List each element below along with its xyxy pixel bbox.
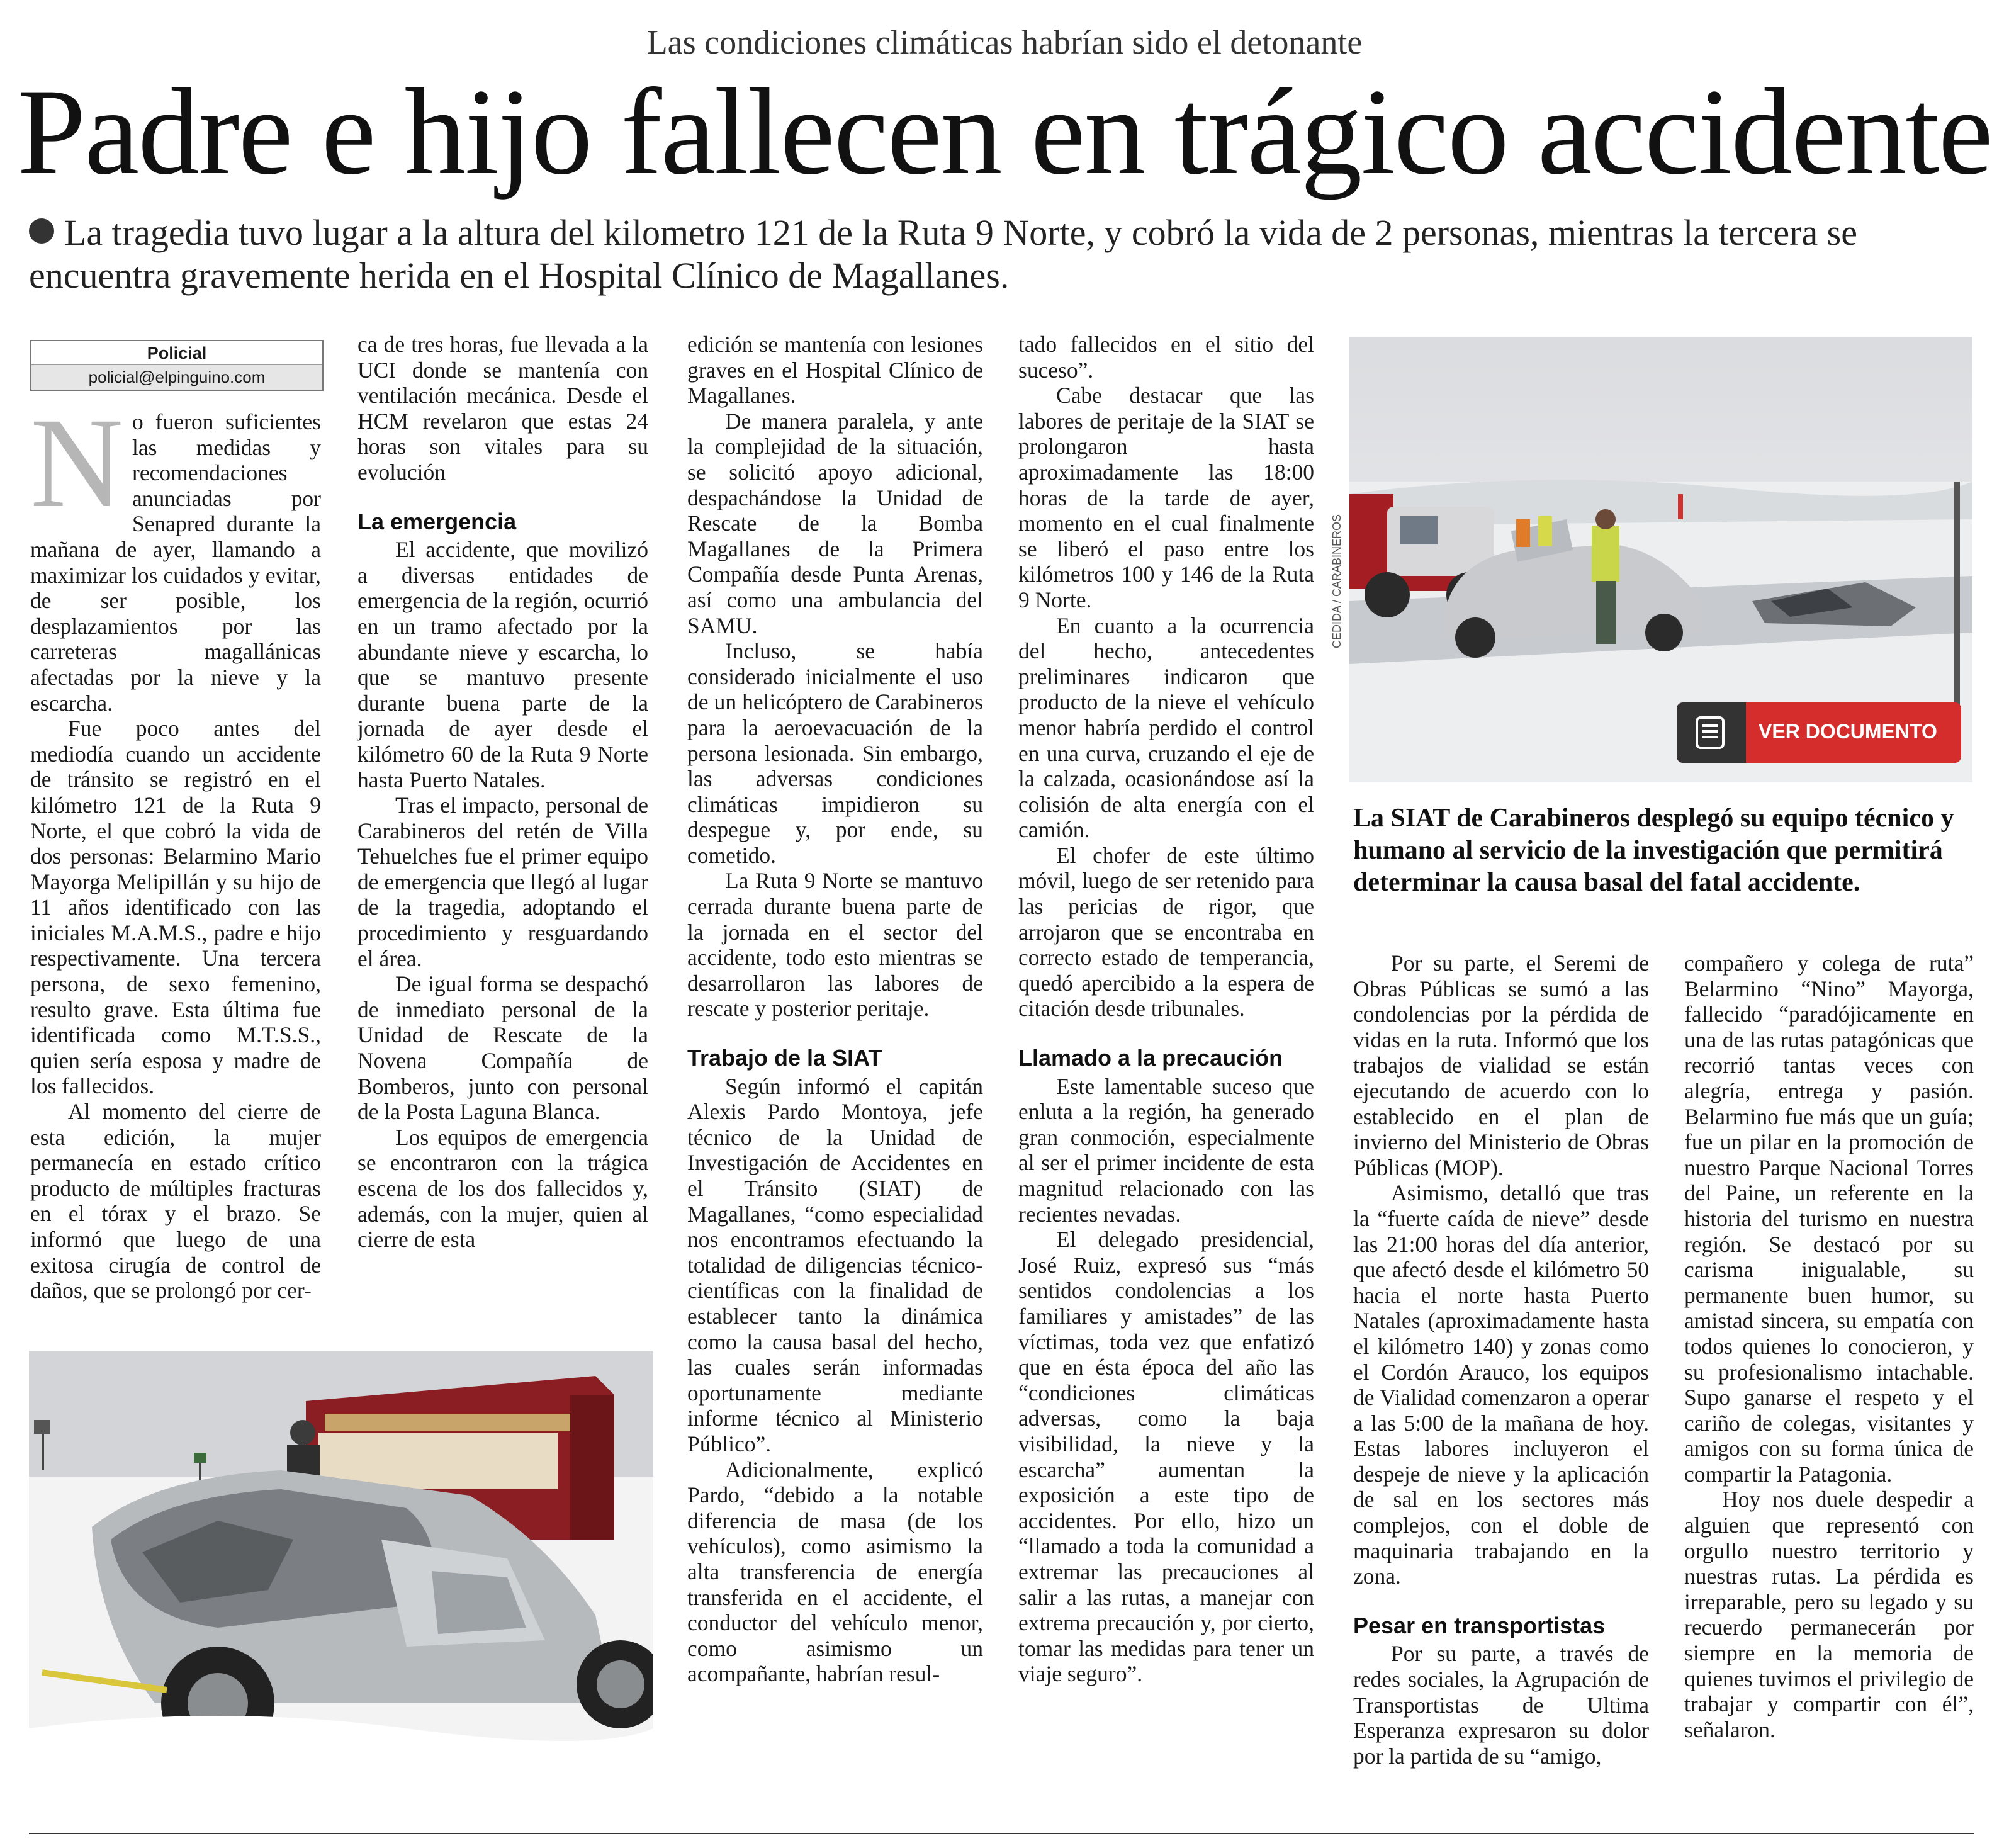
view-document-label: VER DOCUMENTO: [1759, 720, 1937, 743]
wrecked-car-illustration: [29, 1351, 653, 1804]
paragraph: ca de tres horas, fue llevada a la UCI donde se mantenía con ventilación mecánica. Desde el HCM revelaron que estas 24 horas son vitales para su evolución: [357, 332, 648, 485]
paragraph: Al momento del cierre de esta edición, la mujer permanecía en estado crítico producto de múltiples fracturas en el tórax y el brazo. Se informó que luego de una exitosa cirugía de control de daños, que se prolongó por cer-: [30, 1099, 321, 1304]
column-2: [357, 332, 648, 1253]
bottom-rule: [29, 1833, 1974, 1834]
paragraph: Fue poco antes del mediodía cuando un accidente de tránsito se registró en el kilómetro 121 de la Ruta 9 Norte, el que cobró la vida de dos personas: Belarmino Mario Mayorga Melipillán y su hijo de 11 años identificado con las iniciales M.A.M.S., padre e hijo respectivamente. Una tercera persona, de sexo femenino, resulto grave. Esta última fue identificada como M.T.S.S., quien sería esposa y madre de los fallecidos.: [30, 716, 321, 1099]
paragraph: Asimismo, detalló que tras la “fuerte caída de nieve” desde las 21:00 horas del día anterior, que afectó desde el kilómetro 50 hacia el norte hasta Puerto Natales (aproximadamente hasta el kilómetro 140) y zonas como el Cordón Arauco, los equipos de Vialidad comenzaron a operar a las 5:00 de la mañana de hoy. Estas labores incluyeron el despeje de nieve y la aplicación de sal en los sectores más complejos, con el doble de maquinaria trabajando en la zona.: [1353, 1180, 1649, 1589]
paragraph: La Ruta 9 Norte se mantuvo cerrada durante buena parte de la jornada en el sector del accidente, todo esto mientras se desarrollaron las labores de rescate y posterior peritaje.: [687, 868, 983, 1022]
paragraph: El accidente, que movilizó a diversas entidades de emergencia de la región, ocurrió en un tramo afectado por la abundante nieve y escarcha, lo que se mantuvo presente durante buena parte de la jornada de ayer desde el kilómetro 60 de la Ruta 9 Norte hasta Puerto Natales.: [357, 537, 648, 792]
column-6: [1684, 950, 1974, 1742]
view-document-button[interactable]: [1677, 702, 1961, 763]
kicker: Las condiciones climáticas habrían sido el detonante: [646, 23, 1363, 61]
paragraph: De manera paralela, y ante la complejidad de la situación, se solicitó apoyo adicional, despachándose la Unidad de Rescate de la Bomba Magallanes de la Primera Compañía desde Punta Arenas, así como una ambulancia del SAMU.: [687, 408, 983, 638]
paragraph: Cabe destacar que las labores de peritaje de la SIAT se prolongaron hasta aproximadamente las 18:00 horas de la tarde de ayer, momento en el cual finalmente se liberó el paso entre los kilómetros 100 y 146 de la Ruta 9 Norte.: [1018, 383, 1314, 612]
paragraph: edición se mantenía con lesiones graves en el Hospital Clínico de Magallanes.: [687, 332, 983, 408]
paragraph: Hoy nos duele despedir a alguien que representó con orgullo nuestro territorio y nuestras rutas. La pérdida es irreparable, pero su legado y su recuerdo permanecerán por siempre en la memoria de quienes tuvimos el privilegio de trabajar y compartir con él”, señalaron.: [1684, 1487, 1974, 1742]
paragraph: compañero y colega de ruta” Belarmino “Nino” Mayorga, fallecido “paradójicamente en una de las rutas patagónicas que recorrió tantas veces con alegría, entrega y pasión. Belarmino fue más que un guía; fue un pilar en la promoción de nuestro Parque Nacional Torres del Paine, un referente en la historia del turismo en nuestra región. Se destacó por su carisma inigualable, su permanente buen humor, su amistad sincera, su empatía con todos quienes lo conocieron, y su profesionalismo intachable. Supo ganarse el respeto y el cariño de colegas, visitantes y amigos con su forma única de compartir la Patagonia.: [1684, 950, 1974, 1487]
wrecked-car-photo: [29, 1351, 653, 1804]
deck-text: La tragedia tuvo lugar a la altura del kilometro 121 de la Ruta 9 Norte, y cobró la vida de 2 personas, mientras la tercera se encuentra gravemente herida en el Hospital Clínico de Magallanes.: [29, 212, 1857, 296]
paragraph: En cuanto a la ocurrencia del hecho, antecedentes preliminares indicaron que producto de la nieve el vehículo menor habría perdido el control en una curva, cruzando el eje de la calzada, ocasionándose así la colisión de alta energía con el camión.: [1018, 612, 1314, 843]
paragraph: Por su parte, a través de redes sociales, la Agrupación de Transportistas de Ultima Esperanza expresaron su dolor por la partida de su “amigo,: [1353, 1641, 1649, 1769]
drop-cap: N: [30, 392, 124, 534]
paragraph: El delegado presidencial, José Ruiz, expresó sus “más sentidos condolencias a los familiares y amistades” de las víctimas, toda vez que enfatizó que en ésta época del año las “condiciones climáticas adversas, como la baja visibilidad, la nieve y la escarcha” aumentan la exposición a este tipo de accidentes. Por ello, hizo un “llamado a toda la comunidad a extremar las precauciones al salir a las rutas, a manejar con extrema precaución y, por cierto, tomar las medidas para tener un viaje seguro”.: [1018, 1227, 1314, 1687]
subheading: Trabajo de la SIAT: [687, 1045, 882, 1071]
bullet-icon: [29, 218, 54, 244]
photo-credit: CEDIDA / CARABINEROS: [1331, 514, 1343, 648]
paragraph: Incluso, se había considerado inicialmente el uso de un helicóptero de Carabineros para la aeroevacuación de la persona lesionada. Sin embargo, las adversas condiciones climáticas impidieron su despegue y, por ende, su cometido.: [687, 638, 983, 868]
section-email[interactable]: policial@elpinguino.com: [31, 364, 322, 390]
subheading: Pesar en transportistas: [1353, 1612, 1606, 1638]
subheading: La emergencia: [357, 508, 517, 534]
paragraph: El chofer de este último móvil, luego de ser retenido para las pericias de rigor, que arrojaron que se encontraba en correcto estado de temperancia, quedó apercibido a la espera de citación desde tribunales.: [1018, 842, 1314, 1022]
column-1: [30, 392, 321, 1304]
paragraph: Los equipos de emergencia se encontraron con la trágica escena de los dos fallecidos y, además, con la mujer, quien al cierre de esta: [357, 1124, 648, 1253]
paragraph: De igual forma se despachó de inmediato personal de la Unidad de Rescate de la Novena Compañía de Bomberos, junto con personal de la Posta Laguna Blanca.: [357, 971, 648, 1125]
paragraph: Este lamentable suceso que enluta a la región, ha generado gran conmoción, especialmente al ser el primer incidente de esta magnitud relacionado con las recientes nevadas.: [1018, 1073, 1314, 1227]
paragraph: Tras el impacto, personal de Carabineros del retén de Villa Tehuelches fue el primer equipo de emergencia que llegó al lugar de la tragedia, adoptando el procedimiento y resguardando el área.: [357, 792, 648, 971]
deck: [29, 211, 1986, 297]
column-4: [1018, 332, 1314, 1687]
byline: [30, 340, 324, 391]
subheading: Llamado a la precaución: [1018, 1045, 1283, 1071]
photo-caption: La SIAT de Carabineros desplegó su equipo técnico y humano al servicio de la investigación que permitirá determinar la causa basal del fatal accidente.: [1353, 804, 1954, 897]
paragraph: o fueron suficientes las medidas y recomendaciones anunciadas por Senapred durante la mañana de ayer, llamando a maximizar los cuidados y evitar, de ser posible, los desplazamientos por las carreteras magallánicas afectadas por la nieve y la escarcha.: [30, 409, 321, 716]
document-icon: [1677, 702, 1746, 763]
paragraph: Adicionalmente, explicó Pardo, “debido a la notable diferencia de masa (de los vehículos), como asimismo la alta transferencia de energía transferida en el accidente, el conductor del vehículo menor, como asimismo un acompañante, habrían resul-: [687, 1456, 983, 1687]
column-3: [687, 332, 983, 1687]
section-label: Policial: [147, 344, 207, 363]
headline: Padre e hijo fallecen en trágico accidente: [17, 64, 1992, 200]
paragraph: Según informó el capitán Alexis Pardo Montoya, jefe técnico de la Unidad de Investigación de Accidentes en el Tránsito (SIAT) de Magallanes, “como especialidad nos encontramos efectuando la totalidad de diligencias técnico-científicas con la finalidad de establecer tanto la dinámica como la causa basal del hecho, las cuales serán informadas oportunamente mediante informe técnico al Ministerio Público”.: [687, 1073, 983, 1456]
paragraph: Por su parte, el Seremi de Obras Públicas se sumó a las condolencias por la pérdida de vidas en la ruta. Informó que los trabajos de vialidad se están ejecutando de acuerdo con lo establecido en el plan de invierno del Ministerio de Obras Públicas (MOP).: [1353, 950, 1649, 1180]
paragraph: tado fallecidos en el sitio del suceso”.: [1018, 332, 1314, 383]
column-5: [1353, 950, 1649, 1769]
